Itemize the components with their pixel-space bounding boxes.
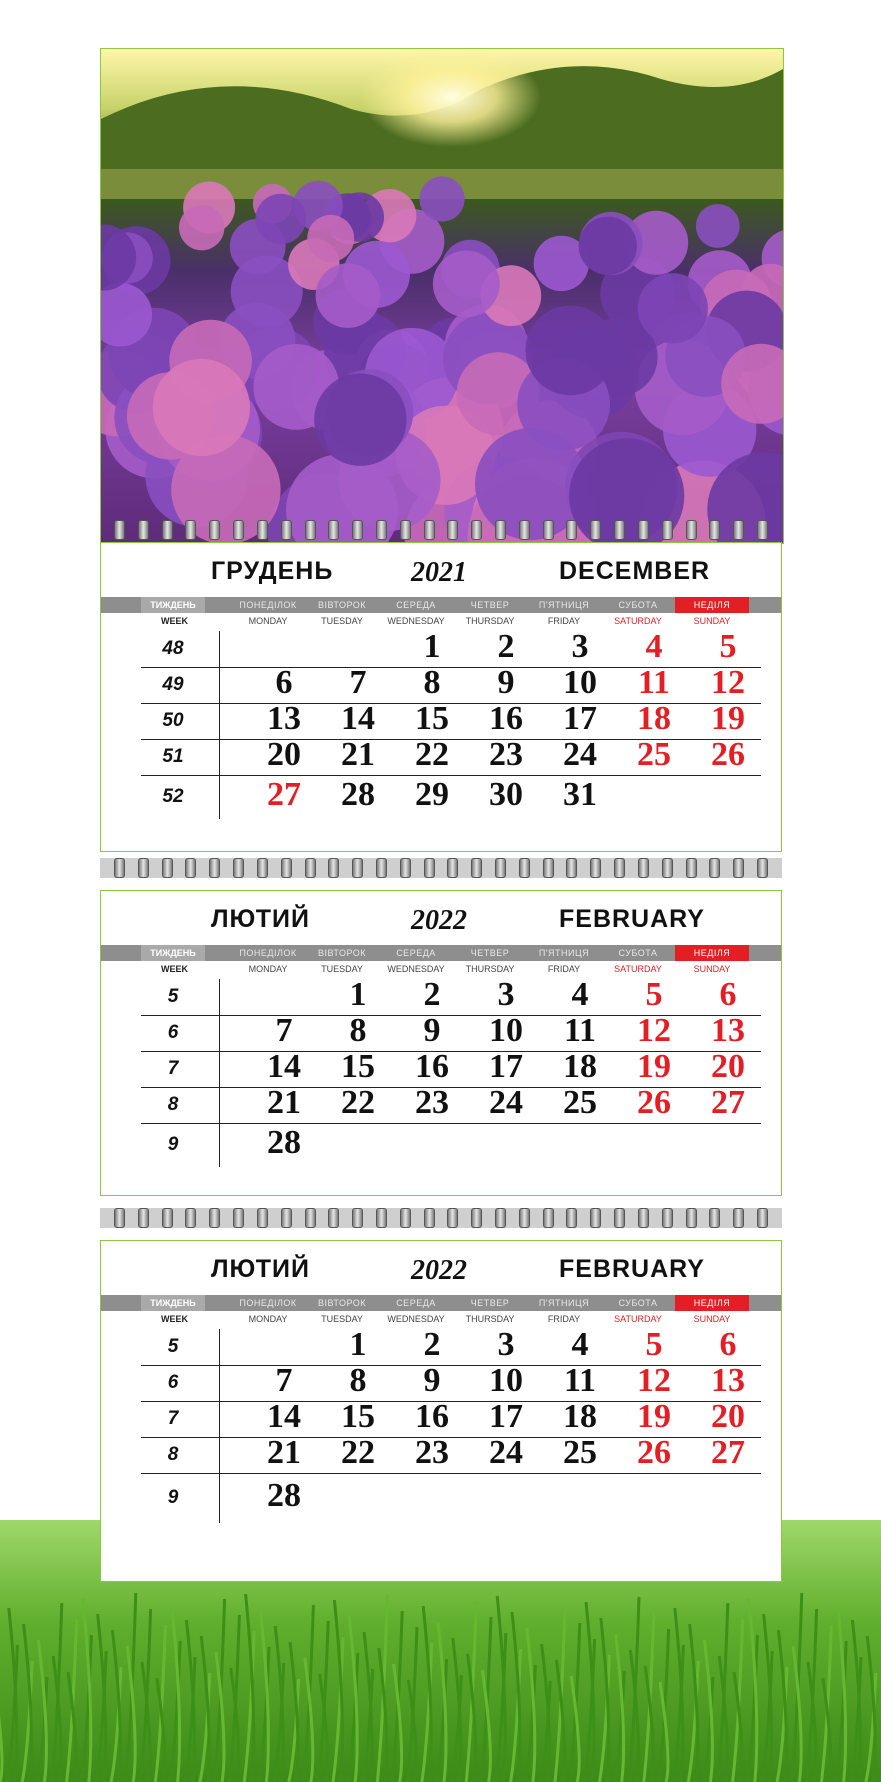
weekday-header: СУБОТА bbox=[618, 948, 658, 958]
week-number: 9 bbox=[167, 1134, 179, 1155]
spiral-ring bbox=[638, 858, 649, 878]
spiral-ring bbox=[614, 520, 625, 540]
day-number[interactable]: 23 bbox=[415, 1084, 449, 1121]
spiral-ring bbox=[519, 858, 530, 878]
weekday-header-en-item: SUNDAY bbox=[693, 1314, 731, 1324]
day-number[interactable]: 20 bbox=[711, 1398, 745, 1435]
spiral-ring bbox=[257, 520, 268, 540]
day-number[interactable]: 19 bbox=[637, 1398, 671, 1435]
week-number: 6 bbox=[167, 1372, 179, 1393]
week-column-label: ТИЖДЕНЬ bbox=[141, 1295, 205, 1311]
spiral-ring bbox=[495, 858, 506, 878]
day-number[interactable]: 4 bbox=[571, 976, 589, 1013]
weekday-header-en-item: WEDNESDAY bbox=[387, 964, 445, 974]
spiral-ring bbox=[257, 858, 268, 878]
day-number[interactable]: 7 bbox=[275, 1012, 293, 1049]
weekday-header-en-item: MONDAY bbox=[248, 964, 288, 974]
day-number[interactable]: 26 bbox=[637, 1084, 671, 1121]
day-number[interactable]: 10 bbox=[489, 1012, 523, 1049]
day-number[interactable]: 6 bbox=[719, 976, 737, 1013]
day-number[interactable]: 9 bbox=[497, 664, 515, 701]
day-number[interactable]: 10 bbox=[563, 664, 597, 701]
week-row bbox=[141, 1434, 761, 1474]
week-number: 7 bbox=[167, 1408, 179, 1429]
hydrangea-bloom bbox=[433, 251, 500, 318]
weekday-header-en bbox=[101, 1312, 781, 1326]
weekday-header-en-item: SATURDAY bbox=[614, 1314, 662, 1324]
spiral-ring bbox=[566, 858, 577, 878]
day-number[interactable]: 25 bbox=[563, 1434, 597, 1471]
week-number: 8 bbox=[167, 1094, 179, 1115]
weekday-header-en-item: FRIDAY bbox=[547, 616, 581, 626]
spiral-ring bbox=[519, 1208, 530, 1228]
day-number[interactable]: 7 bbox=[349, 664, 367, 701]
day-number[interactable]: 2 bbox=[423, 1326, 441, 1363]
hydrangea-bloom bbox=[307, 215, 354, 262]
weekday-header: ВІВТОРОК bbox=[317, 1298, 367, 1308]
day-number[interactable]: 5 bbox=[645, 976, 663, 1013]
day-number[interactable]: 24 bbox=[489, 1434, 523, 1471]
week-number: 50 bbox=[162, 710, 184, 731]
day-number[interactable]: 8 bbox=[349, 1012, 367, 1049]
spiral-ring bbox=[114, 1208, 125, 1228]
spiral-ring bbox=[686, 520, 697, 540]
spiral-ring bbox=[376, 520, 387, 540]
day-number[interactable]: 20 bbox=[267, 736, 301, 773]
year-title: 2021 bbox=[411, 557, 467, 588]
spiral-ring bbox=[305, 858, 316, 878]
day-number[interactable]: 5 bbox=[645, 1326, 663, 1363]
weekday-header: СУБОТА bbox=[618, 600, 658, 610]
day-number[interactable]: 7 bbox=[275, 1362, 293, 1399]
spiral-ring bbox=[352, 520, 363, 540]
spiral-ring bbox=[138, 1208, 149, 1228]
day-number[interactable]: 18 bbox=[563, 1398, 597, 1435]
weekday-header-en-item: SATURDAY bbox=[614, 964, 662, 974]
week-number: 48 bbox=[162, 638, 184, 659]
day-number[interactable]: 12 bbox=[637, 1012, 671, 1049]
week-label-en: WEEK bbox=[161, 1314, 188, 1324]
spiral-ring bbox=[400, 520, 411, 540]
hydrangea-bloom bbox=[256, 194, 306, 244]
day-number[interactable]: 22 bbox=[415, 736, 449, 773]
weekday-header-en-item: FRIDAY bbox=[547, 1314, 581, 1324]
weekday-header-en-item: SUNDAY bbox=[693, 616, 731, 626]
week-row bbox=[141, 1123, 761, 1167]
spiral-ring bbox=[471, 520, 482, 540]
week-number: 9 bbox=[167, 1487, 179, 1508]
week-row bbox=[141, 1398, 761, 1438]
month-title-ua: ЛЮТИЙ bbox=[211, 1255, 310, 1283]
spiral-ring bbox=[757, 858, 768, 878]
weekday-header-en bbox=[101, 614, 781, 628]
weekday-header-bar bbox=[101, 597, 781, 613]
day-number[interactable]: 25 bbox=[563, 1084, 597, 1121]
spiral-ring bbox=[162, 858, 173, 878]
day-number[interactable]: 16 bbox=[415, 1398, 449, 1435]
spiral-ring bbox=[733, 1208, 744, 1228]
spiral-ring bbox=[281, 520, 292, 540]
week-number: 7 bbox=[167, 1058, 179, 1079]
week-row bbox=[141, 1326, 761, 1366]
day-number[interactable]: 21 bbox=[267, 1434, 301, 1471]
weekday-header: СУБОТА bbox=[618, 1298, 658, 1308]
hydrangea-bloom bbox=[638, 273, 708, 343]
spiral-ring bbox=[638, 1208, 649, 1228]
spiral-ring bbox=[162, 1208, 173, 1228]
weekday-header-en-item: SUNDAY bbox=[693, 964, 731, 974]
spiral-ring bbox=[495, 520, 506, 540]
week-number: 52 bbox=[162, 786, 184, 807]
day-number[interactable]: 6 bbox=[275, 664, 293, 701]
day-number[interactable]: 8 bbox=[349, 1362, 367, 1399]
day-number[interactable]: 8 bbox=[423, 664, 441, 701]
spiral-ring bbox=[757, 1208, 768, 1228]
day-number[interactable]: 15 bbox=[341, 1398, 375, 1435]
day-number[interactable]: 14 bbox=[341, 700, 375, 737]
spiral-ring bbox=[424, 520, 435, 540]
month-title-ua: ГРУДЕНЬ bbox=[211, 557, 334, 585]
week-row bbox=[141, 700, 761, 740]
spiral-ring bbox=[590, 1208, 601, 1228]
spiral-ring bbox=[709, 858, 720, 878]
spiral-ring bbox=[614, 1208, 625, 1228]
weekday-header: СЕРЕДА bbox=[396, 948, 436, 958]
spiral-ring bbox=[733, 858, 744, 878]
spiral-ring bbox=[447, 1208, 458, 1228]
day-number[interactable]: 1 bbox=[349, 1326, 367, 1363]
day-number[interactable]: 12 bbox=[637, 1362, 671, 1399]
weekday-header: П'ЯТНИЦЯ bbox=[538, 600, 590, 610]
week-row bbox=[141, 1012, 761, 1052]
weekday-header: НЕДІЛЯ bbox=[675, 945, 749, 961]
day-number[interactable]: 13 bbox=[267, 700, 301, 737]
hydrangea-bloom bbox=[316, 263, 381, 328]
week-number: 5 bbox=[167, 1336, 179, 1357]
spiral-ring bbox=[447, 858, 458, 878]
weekday-header-en-item: SATURDAY bbox=[614, 616, 662, 626]
spiral-ring bbox=[114, 858, 125, 878]
week-row bbox=[141, 736, 761, 776]
week-label-en: WEEK bbox=[161, 964, 188, 974]
day-number[interactable]: 13 bbox=[711, 1362, 745, 1399]
spiral-ring bbox=[209, 520, 220, 540]
day-number[interactable]: 26 bbox=[637, 1434, 671, 1471]
weekday-header-en-item: MONDAY bbox=[248, 1314, 288, 1324]
day-number[interactable]: 3 bbox=[571, 628, 589, 665]
spiral-ring bbox=[590, 858, 601, 878]
weekday-header: ВІВТОРОК bbox=[317, 948, 367, 958]
spiral-ring bbox=[281, 1208, 292, 1228]
spiral-ring bbox=[686, 1208, 697, 1228]
weekday-header: П'ЯТНИЦЯ bbox=[538, 948, 590, 958]
week-row bbox=[141, 1084, 761, 1124]
hydrangea-bloom bbox=[419, 176, 464, 221]
day-number[interactable]: 13 bbox=[711, 1012, 745, 1049]
spiral-ring bbox=[281, 858, 292, 878]
day-number[interactable]: 22 bbox=[341, 1434, 375, 1471]
weekday-header: ВІВТОРОК bbox=[317, 600, 367, 610]
day-number[interactable]: 19 bbox=[637, 1048, 671, 1085]
day-number[interactable]: 17 bbox=[563, 700, 597, 737]
spiral-ring bbox=[185, 520, 196, 540]
spiral-ring bbox=[519, 520, 530, 540]
day-number[interactable]: 11 bbox=[563, 1012, 597, 1049]
day-number[interactable]: 18 bbox=[637, 700, 671, 737]
day-number[interactable]: 1 bbox=[349, 976, 367, 1013]
day-number[interactable]: 31 bbox=[563, 776, 597, 813]
month-title-en: DECEMBER bbox=[559, 557, 711, 585]
day-number[interactable]: 26 bbox=[711, 736, 745, 773]
spiral-ring bbox=[471, 858, 482, 878]
hydrangea-bloom bbox=[314, 374, 406, 466]
day-number[interactable]: 28 bbox=[267, 1477, 301, 1514]
spiral-ring bbox=[233, 858, 244, 878]
week-row bbox=[141, 775, 761, 819]
hydrangea-bloom bbox=[526, 306, 616, 396]
day-number[interactable]: 27 bbox=[267, 776, 301, 813]
week-number: 8 bbox=[167, 1444, 179, 1465]
spiral-ring bbox=[257, 1208, 268, 1228]
weekday-header: СЕРЕДА bbox=[396, 1298, 436, 1308]
spiral-ring bbox=[709, 520, 720, 540]
year-title: 2022 bbox=[411, 905, 467, 936]
day-number[interactable]: 22 bbox=[341, 1084, 375, 1121]
hydrangea-bloom bbox=[179, 205, 224, 250]
spiral-ring bbox=[305, 520, 316, 540]
day-number[interactable]: 3 bbox=[497, 1326, 515, 1363]
hydrangea-photo bbox=[100, 48, 784, 544]
weekday-header: ПОНЕДІЛОК bbox=[239, 948, 297, 958]
spiral-ring bbox=[305, 1208, 316, 1228]
spiral-ring bbox=[400, 858, 411, 878]
day-number[interactable]: 10 bbox=[489, 1362, 523, 1399]
spiral-ring bbox=[662, 858, 673, 878]
grass-blade bbox=[0, 1682, 2, 1782]
weekday-header-en-item: THURSDAY bbox=[465, 964, 515, 974]
spiral-ring bbox=[352, 1208, 363, 1228]
month-title-en: FEBRUARY bbox=[559, 1255, 705, 1283]
week-row bbox=[141, 1473, 761, 1523]
year-title: 2022 bbox=[411, 1255, 467, 1286]
spiral-ring bbox=[424, 1208, 435, 1228]
spiral-ring bbox=[757, 520, 768, 540]
month-title-en: FEBRUARY bbox=[559, 905, 705, 933]
spiral-ring bbox=[733, 520, 744, 540]
binding-spiral bbox=[100, 520, 782, 540]
week-number: 51 bbox=[162, 746, 184, 767]
month-page-february bbox=[100, 890, 782, 1196]
day-number[interactable]: 24 bbox=[489, 1084, 523, 1121]
spiral-ring bbox=[376, 1208, 387, 1228]
day-number[interactable]: 9 bbox=[423, 1362, 441, 1399]
spiral-ring bbox=[138, 520, 149, 540]
weekday-header: ПОНЕДІЛОК bbox=[239, 600, 297, 610]
week-number: 5 bbox=[167, 986, 179, 1007]
day-number[interactable]: 11 bbox=[563, 1362, 597, 1399]
day-number[interactable]: 4 bbox=[645, 628, 663, 665]
week-row bbox=[141, 1362, 761, 1402]
day-number[interactable]: 2 bbox=[423, 976, 441, 1013]
spiral-ring bbox=[328, 520, 339, 540]
week-row bbox=[141, 1048, 761, 1088]
day-number[interactable]: 14 bbox=[267, 1048, 301, 1085]
spiral-ring bbox=[209, 1208, 220, 1228]
spiral-ring bbox=[138, 858, 149, 878]
month-page-december bbox=[100, 542, 782, 852]
weekday-header-en-item: TUESDAY bbox=[321, 1314, 363, 1324]
day-number[interactable]: 25 bbox=[637, 736, 671, 773]
weekday-header: ПОНЕДІЛОК bbox=[239, 1298, 297, 1308]
weekday-header: НЕДІЛЯ bbox=[675, 1295, 749, 1311]
binding-spiral bbox=[100, 858, 782, 878]
month-page-february-2 bbox=[100, 1240, 782, 1582]
day-number[interactable]: 11 bbox=[637, 664, 671, 701]
day-number[interactable]: 16 bbox=[489, 700, 523, 737]
spiral-ring bbox=[471, 1208, 482, 1228]
weekday-header-en-item: MONDAY bbox=[248, 616, 288, 626]
day-number[interactable]: 6 bbox=[719, 1326, 737, 1363]
weekday-header: НЕДІЛЯ bbox=[675, 597, 749, 613]
day-number[interactable]: 28 bbox=[341, 776, 375, 813]
day-number[interactable]: 30 bbox=[489, 776, 523, 813]
weekday-header-en-item: TUESDAY bbox=[321, 964, 363, 974]
day-number[interactable]: 24 bbox=[563, 736, 597, 773]
weekday-header: П'ЯТНИЦЯ bbox=[538, 1298, 590, 1308]
day-number[interactable]: 16 bbox=[415, 1048, 449, 1085]
day-number[interactable]: 23 bbox=[415, 1434, 449, 1471]
week-column-label: ТИЖДЕНЬ bbox=[141, 945, 205, 961]
day-number[interactable]: 17 bbox=[489, 1048, 523, 1085]
day-number[interactable]: 1 bbox=[423, 628, 441, 665]
day-number[interactable]: 27 bbox=[711, 1434, 745, 1471]
day-number[interactable]: 19 bbox=[711, 700, 745, 737]
weekday-header: ЧЕТВЕР bbox=[470, 948, 510, 958]
week-label-en: WEEK bbox=[161, 616, 188, 626]
weekday-header-bar bbox=[101, 1295, 781, 1311]
spiral-ring bbox=[614, 858, 625, 878]
spiral-ring bbox=[566, 520, 577, 540]
spiral-ring bbox=[495, 1208, 506, 1228]
spiral-ring bbox=[709, 1208, 720, 1228]
weekday-header-en-item: TUESDAY bbox=[321, 616, 363, 626]
spiral-ring bbox=[424, 858, 435, 878]
spiral-ring bbox=[233, 1208, 244, 1228]
day-number[interactable]: 12 bbox=[711, 664, 745, 701]
spiral-ring bbox=[662, 520, 673, 540]
spiral-ring bbox=[543, 520, 554, 540]
day-number[interactable]: 3 bbox=[497, 976, 515, 1013]
week-column-label: ТИЖДЕНЬ bbox=[141, 597, 205, 613]
spiral-ring bbox=[162, 520, 173, 540]
day-number[interactable]: 14 bbox=[267, 1398, 301, 1435]
day-number[interactable]: 27 bbox=[711, 1084, 745, 1121]
spiral-ring bbox=[662, 1208, 673, 1228]
hydrangea-bloom bbox=[579, 217, 637, 275]
weekday-header: ЧЕТВЕР bbox=[470, 600, 510, 610]
day-number[interactable]: 21 bbox=[267, 1084, 301, 1121]
spiral-ring bbox=[543, 858, 554, 878]
day-number[interactable]: 21 bbox=[341, 736, 375, 773]
week-row bbox=[141, 664, 761, 704]
weekday-header: ЧЕТВЕР bbox=[470, 1298, 510, 1308]
weekday-header-en-item: THURSDAY bbox=[465, 1314, 515, 1324]
spiral-ring bbox=[447, 520, 458, 540]
day-number[interactable]: 9 bbox=[423, 1012, 441, 1049]
spiral-ring bbox=[686, 858, 697, 878]
spiral-ring bbox=[328, 858, 339, 878]
month-title-ua: ЛЮТИЙ bbox=[211, 905, 310, 933]
spiral-ring bbox=[543, 1208, 554, 1228]
day-number[interactable]: 28 bbox=[267, 1124, 301, 1161]
spiral-ring bbox=[566, 1208, 577, 1228]
week-number: 6 bbox=[167, 1022, 179, 1043]
day-number[interactable]: 5 bbox=[719, 628, 737, 665]
spiral-ring bbox=[638, 520, 649, 540]
spiral-ring bbox=[233, 520, 244, 540]
day-number[interactable]: 29 bbox=[415, 776, 449, 813]
day-number[interactable]: 17 bbox=[489, 1398, 523, 1435]
week-row bbox=[141, 628, 761, 668]
weekday-header-en-item: THURSDAY bbox=[465, 616, 515, 626]
spiral-ring bbox=[376, 858, 387, 878]
day-number[interactable]: 2 bbox=[497, 628, 515, 665]
spiral-ring bbox=[328, 1208, 339, 1228]
week-row bbox=[141, 976, 761, 1016]
day-number[interactable]: 23 bbox=[489, 736, 523, 773]
spiral-ring bbox=[185, 1208, 196, 1228]
hydrangea-bloom bbox=[153, 359, 250, 456]
week-number: 49 bbox=[162, 674, 184, 695]
spiral-ring bbox=[352, 858, 363, 878]
weekday-header-en bbox=[101, 962, 781, 976]
spiral-ring bbox=[590, 520, 601, 540]
weekday-header-en-item: WEDNESDAY bbox=[387, 1314, 445, 1324]
weekday-header-bar bbox=[101, 945, 781, 961]
day-number[interactable]: 15 bbox=[415, 700, 449, 737]
spiral-ring bbox=[185, 858, 196, 878]
spiral-ring bbox=[400, 1208, 411, 1228]
day-number[interactable]: 18 bbox=[563, 1048, 597, 1085]
weekday-header-en-item: WEDNESDAY bbox=[387, 616, 445, 626]
hydrangea-bloom bbox=[696, 204, 740, 248]
day-number[interactable]: 15 bbox=[341, 1048, 375, 1085]
day-number[interactable]: 4 bbox=[571, 1326, 589, 1363]
binding-spiral bbox=[100, 1208, 782, 1228]
weekday-header-en-item: FRIDAY bbox=[547, 964, 581, 974]
day-number[interactable]: 20 bbox=[711, 1048, 745, 1085]
spiral-ring bbox=[114, 520, 125, 540]
spiral-ring bbox=[209, 858, 220, 878]
weekday-header: СЕРЕДА bbox=[396, 600, 436, 610]
